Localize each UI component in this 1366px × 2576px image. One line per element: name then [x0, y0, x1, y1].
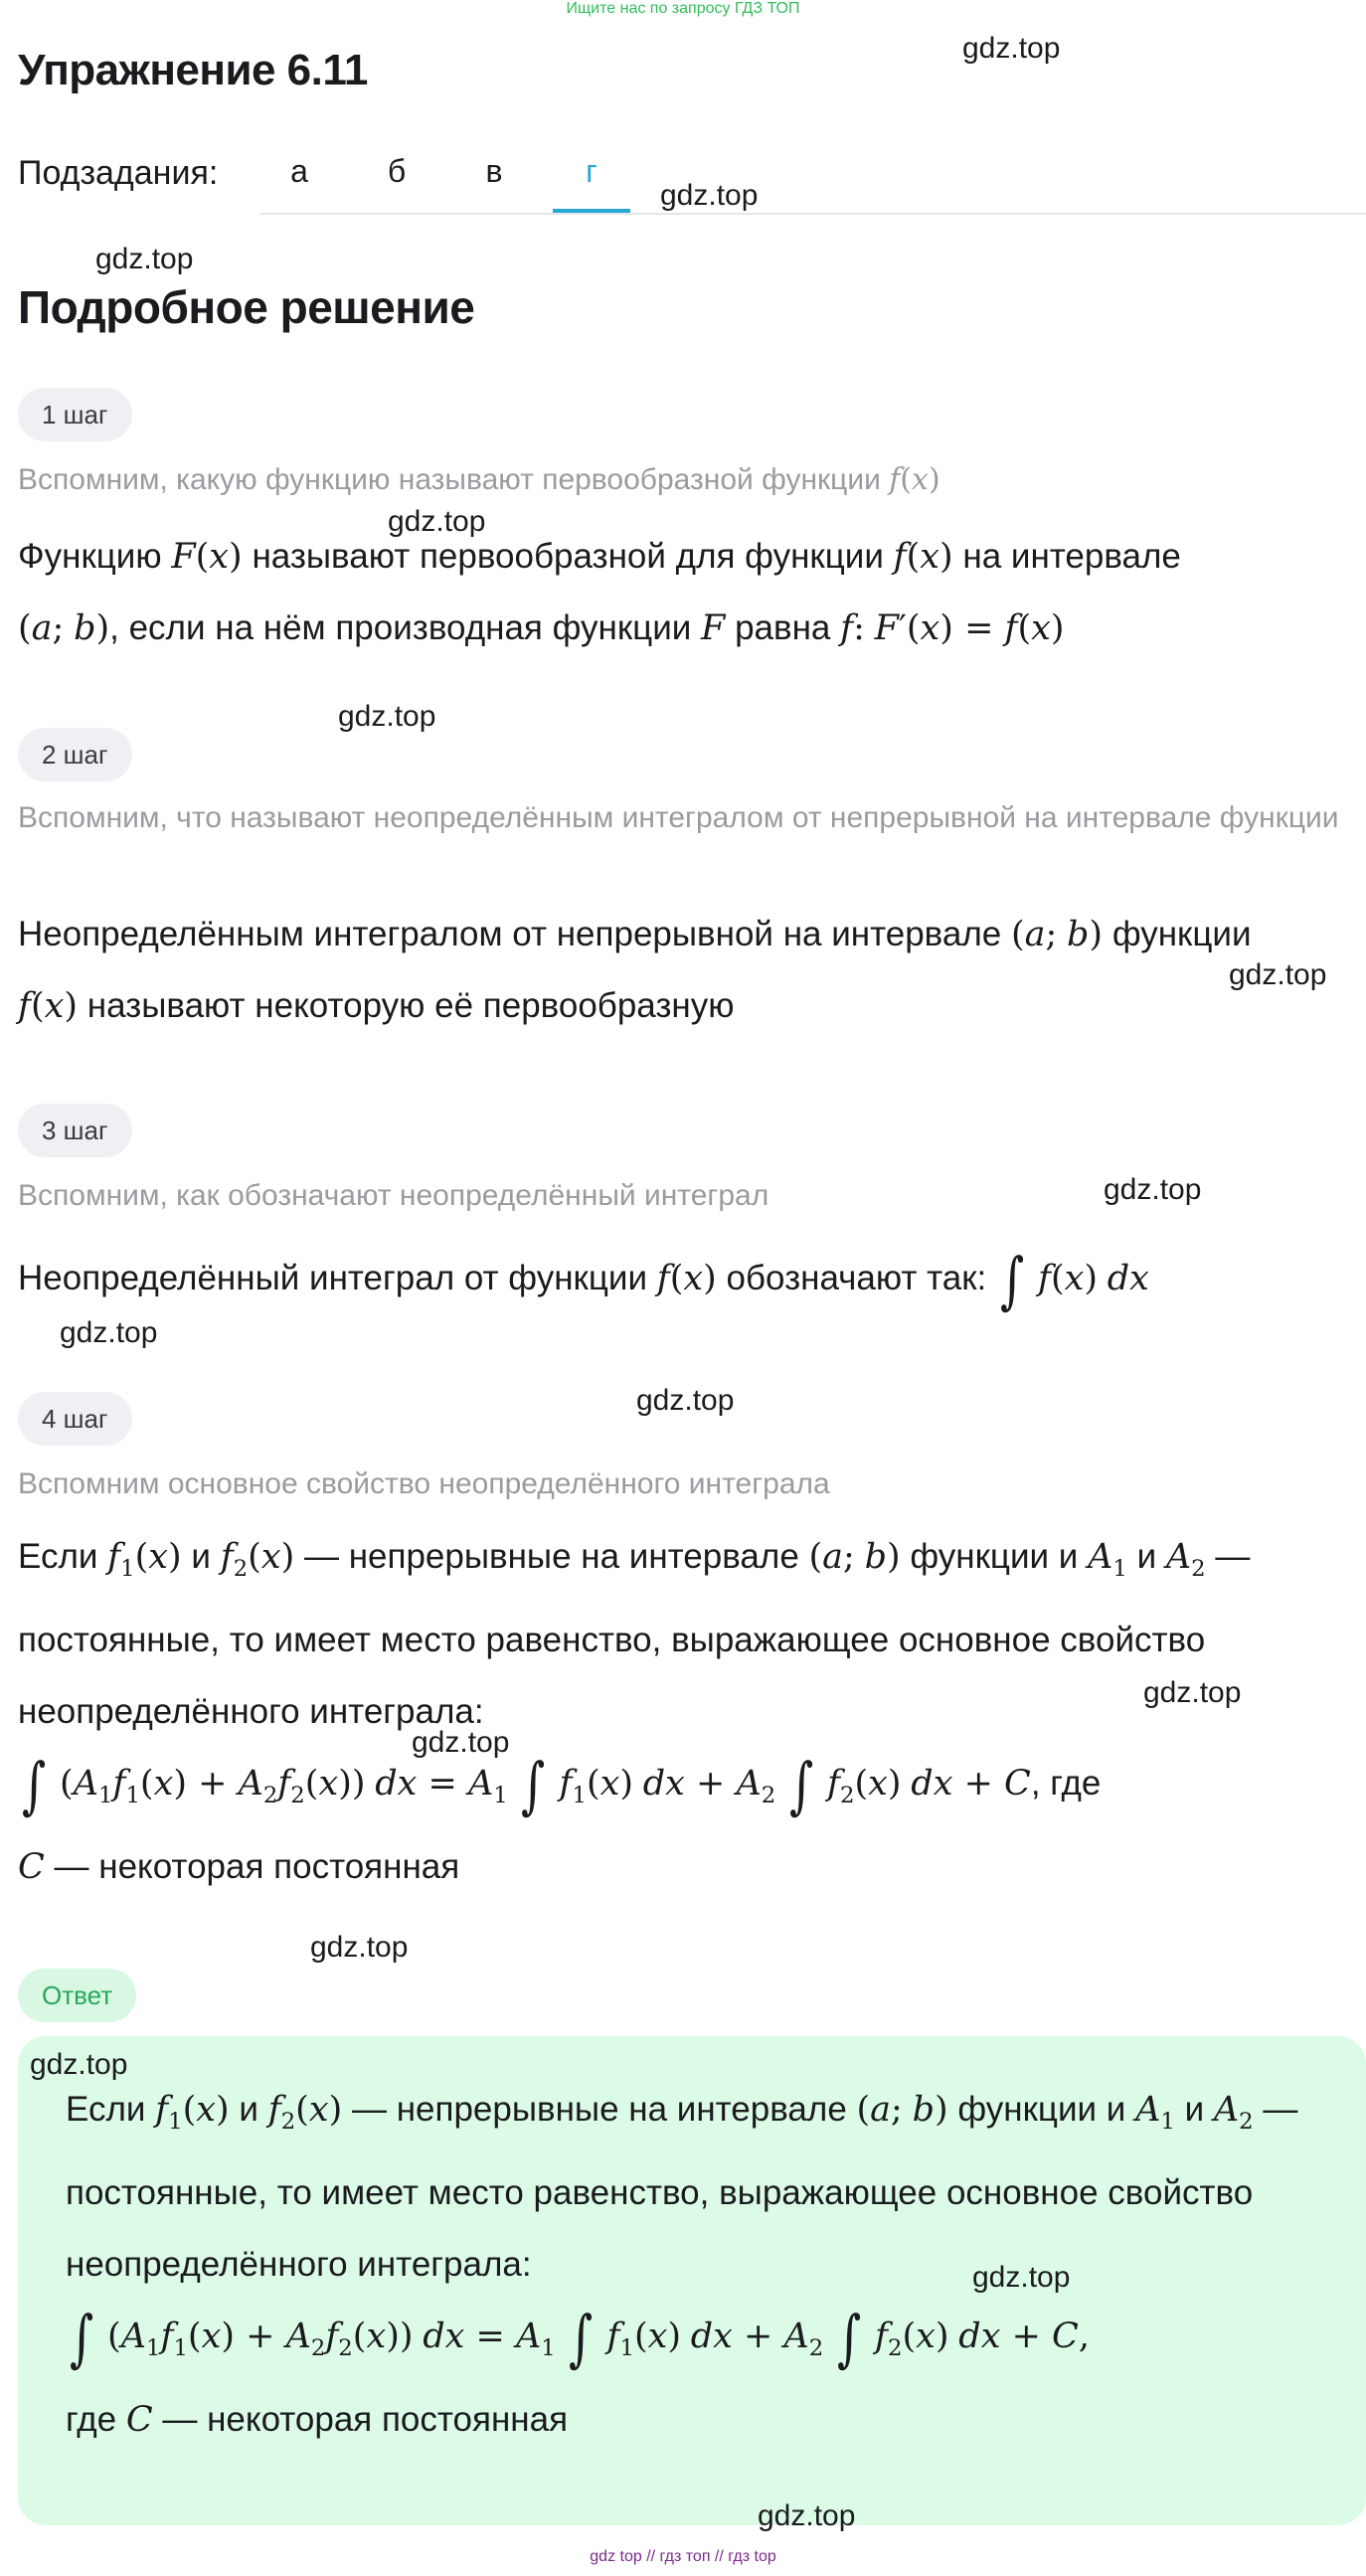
watermark: gdz.top — [412, 1726, 510, 1759]
watermark: gdz.top — [30, 2048, 128, 2081]
step-badge: 3 шаг — [18, 1104, 132, 1157]
tab-b[interactable]: б — [387, 153, 407, 189]
watermark: gdz.top — [1143, 1676, 1242, 1709]
watermark: gdz.top — [60, 1316, 158, 1349]
section-title: Подробное решение — [18, 281, 475, 333]
answer-box — [18, 2036, 1366, 2525]
top-banner: Ищите нас по запросу ГДЗ ТОП — [566, 0, 800, 17]
watermark: gdz.top — [1104, 1173, 1202, 1206]
answer-text: Если $f_1(x)$ и $f_2(x)$ — непрерывные на интервале (a; b) функции и $A_1$ и $A_2$ — постоянные, то имеет место равенство, выражающее основное свойство неопределённого интеграла: ∫ $(A_1f_1(x) + A_2f_2(x))$ dx = $A_1$ ∫ $f_1(x)$ dx + $A_2$ ∫ $f_2(x)$ dx + C, где C — некоторая постоянная — [66, 2090, 1298, 2440]
step-text: Если $f_1(x)$ и $f_2(x)$ — непрерывные на интервале (a; b) функции и $A_1$ и $A_2$ — постоянные, то имеет место равенство, выражающее основное свойство неопределённого интеграла: ∫ $(A_1f_1(x) + A_2f_2(x))$ dx = $A_1$ ∫ $f_1(x)$ dx + $A_2$ ∫ $f_2(x)$ dx + C, где C — некоторая постоянная — [18, 1537, 1251, 1887]
step-badge: 2 шаг — [18, 728, 132, 781]
step-text: Неопределённым интегралом от непрерывной на интервале (a; b) функции f(x) называют некоторую её первообразную — [18, 915, 1252, 1026]
watermark: gdz.top — [758, 2499, 856, 2532]
step-text: Функцию F(x) называют первообразной для функции f(x) на интервале (a; b), если на нём производная функции F равна f: F′(x) = f(x) — [18, 537, 1181, 648]
subtask-tabs — [260, 139, 1366, 215]
watermark: gdz.top — [388, 505, 486, 538]
step-hint: Вспомним, как обозначают неопределённый интеграл — [18, 1179, 769, 1212]
watermark: gdz.top — [95, 243, 194, 275]
step-hint: Вспомним, что называют неопределённым интегралом от непрерывной на интервале функции — [18, 801, 1339, 834]
step-badge: 1 шаг — [18, 388, 132, 441]
watermark: gdz.top — [338, 700, 436, 733]
step-badge: 4 шаг — [18, 1392, 132, 1446]
tab-v[interactable]: в — [485, 153, 503, 189]
footer-links[interactable]: gdz top // гдз топ // гдз top — [590, 2548, 776, 2565]
watermark: gdz.top — [660, 179, 759, 212]
step-hint: Вспомним, какую функцию называют первообразной функции f(x) — [18, 462, 940, 497]
watermark: gdz.top — [636, 1384, 735, 1417]
tab-a[interactable]: а — [290, 153, 308, 189]
watermark: gdz.top — [972, 2261, 1071, 2294]
subtasks-label: Подзадания: — [18, 154, 219, 192]
watermark: gdz.top — [1229, 958, 1327, 991]
page-title: Упражнение 6.11 — [18, 46, 368, 94]
step-text: Неопределённый интеграл от функции f(x) обозначают так: ∫ f(x) dx — [18, 1243, 1149, 1316]
step-hint: Вспомним основное свойство неопределённого интеграла — [18, 1467, 830, 1500]
watermark: gdz.top — [962, 32, 1061, 65]
tab-g[interactable]: г — [553, 153, 630, 213]
watermark: gdz.top — [310, 1931, 409, 1964]
answer-badge: Ответ — [18, 1969, 136, 2022]
